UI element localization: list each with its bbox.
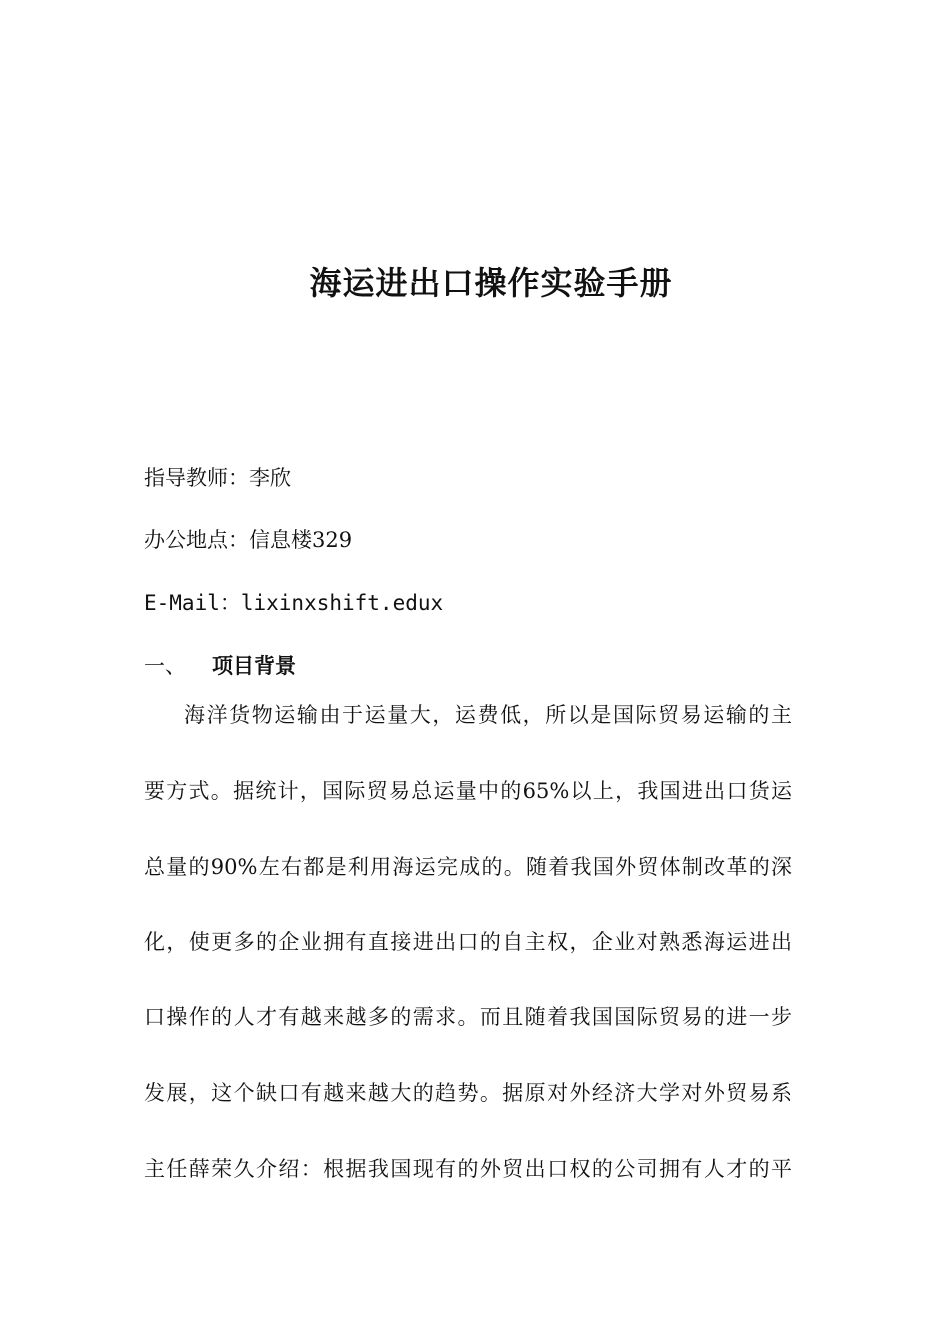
paragraph-line: 口操作的人才有越来越多的需求。而且随着我国国际贸易的进一步: [144, 1005, 792, 1029]
section-number: 一、: [144, 654, 186, 678]
paragraph-line: 化，使更多的企业拥有直接进出口的自主权，企业对熟悉海运进出: [144, 930, 792, 954]
document-title: 海运进出口操作实验手册: [309, 264, 673, 302]
email-line: E-Mail：lixinxshift.edux: [144, 591, 444, 615]
section-heading: [144, 650, 296, 680]
paragraph-line: 要方式。据统计，国际贸易总运量中的65%以上，我国进出口货运: [144, 779, 792, 803]
paragraph-line: 主任薛荣久介绍：根据我国现有的外贸出口权的公司拥有人才的平: [144, 1157, 792, 1181]
paragraph-line: 海洋货物运输由于运量大，运费低，所以是国际贸易运输的主: [184, 703, 792, 727]
paragraph-line: 总量的90%左右都是利用海运完成的。随着我国外贸体制改革的深: [144, 855, 792, 879]
instructor-line: 指导教师：李欣: [144, 466, 291, 490]
paragraph-line: 发展，这个缺口有越来越大的趋势。据原对外经济大学对外贸易系: [144, 1081, 792, 1105]
section-title: 项目背景: [212, 654, 296, 678]
office-line: 办公地点：信息楼329: [144, 528, 353, 552]
